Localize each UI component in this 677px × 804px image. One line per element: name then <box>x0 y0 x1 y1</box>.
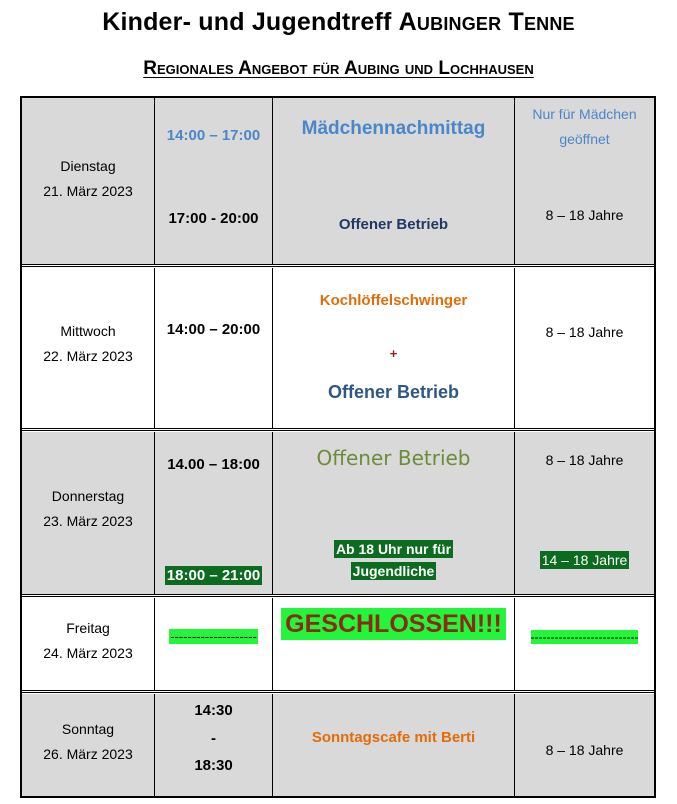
table-row <box>22 268 654 428</box>
program-note: Ab 18 Uhr nur für <box>335 541 452 557</box>
day-name: Sonntag <box>61 721 115 737</box>
day-date: 23. März 2023 <box>43 513 133 529</box>
age-range: 8 – 18 Jahre <box>545 742 624 758</box>
time-cell <box>155 98 273 265</box>
day-cell <box>22 268 155 428</box>
day-cell <box>22 98 155 265</box>
day-cell <box>22 694 155 796</box>
program-title: Mädchennachmittag <box>301 118 486 139</box>
program-plus: + <box>389 346 398 361</box>
program-cell <box>273 98 515 265</box>
age-cell <box>515 432 654 595</box>
time-slot: -------------------- <box>170 629 257 644</box>
day-date: 24. März 2023 <box>43 645 133 661</box>
closed-notice: GESCHLOSSEN!!! <box>281 608 506 640</box>
title-part-b: Aubinger Tenne <box>398 8 575 36</box>
day-name: Mittwoch <box>60 323 116 339</box>
table-row <box>22 598 654 690</box>
program-title: Kochlöffelschwinger <box>319 292 468 309</box>
age-range: 8 – 18 Jahre <box>545 207 624 223</box>
page-title <box>0 6 677 38</box>
table-row <box>22 694 654 796</box>
age-note: Nur für Mädchen <box>532 106 637 122</box>
page-subtitle: Regionales Angebot für Aubing und Lochhausen <box>143 58 534 79</box>
day-cell <box>22 432 155 595</box>
title-part-a: Kinder- und Jugendtreff <box>102 8 399 36</box>
table-row <box>22 98 654 265</box>
day-name: Freitag <box>66 620 110 636</box>
day-date: 22. März 2023 <box>43 348 133 364</box>
schedule-table <box>20 96 656 798</box>
day-name: Donnerstag <box>51 488 125 504</box>
program-cell <box>273 268 515 428</box>
age-note: geöffnet <box>559 131 610 147</box>
table-row <box>22 432 654 595</box>
age-range: 14 – 18 Jahre <box>541 552 628 568</box>
age-cell <box>515 694 654 796</box>
program-title: Sonntagscafe mit Berti <box>311 729 476 746</box>
time-slot: 14:00 – 20:00 <box>166 321 261 338</box>
time-end: 18:30 <box>194 757 233 774</box>
time-start: 14:30 <box>194 702 233 719</box>
time-cell <box>155 432 273 595</box>
program-cell <box>273 598 515 690</box>
time-cell <box>155 268 273 428</box>
age-cell <box>515 598 654 690</box>
time-slot: 14:00 – 17:00 <box>166 127 261 144</box>
program-title: Offener Betrieb <box>316 446 471 470</box>
program-title: Offener Betrieb <box>327 382 460 402</box>
age-cell <box>515 98 654 265</box>
day-date: 21. März 2023 <box>43 183 133 199</box>
age-cell <box>515 268 654 428</box>
time-slot: 17:00 - 20:00 <box>168 210 259 227</box>
program-note: Jugendliche <box>352 563 435 579</box>
program-cell <box>273 694 515 796</box>
age-range: --------------------------- <box>530 630 639 644</box>
age-range: 8 – 18 Jahre <box>545 324 624 340</box>
time-cell <box>155 694 273 796</box>
day-cell <box>22 598 155 690</box>
time-slot: 18:00 – 21:00 <box>166 567 261 584</box>
time-slot: 14.00 – 18:00 <box>167 456 260 473</box>
program-title: Offener Betrieb <box>338 216 449 233</box>
day-date: 26. März 2023 <box>43 746 133 762</box>
time-dash: - <box>211 730 216 747</box>
program-cell <box>273 432 515 595</box>
day-name: Dienstag <box>60 158 116 174</box>
age-range: 8 – 18 Jahre <box>545 452 624 468</box>
time-cell <box>155 598 273 690</box>
